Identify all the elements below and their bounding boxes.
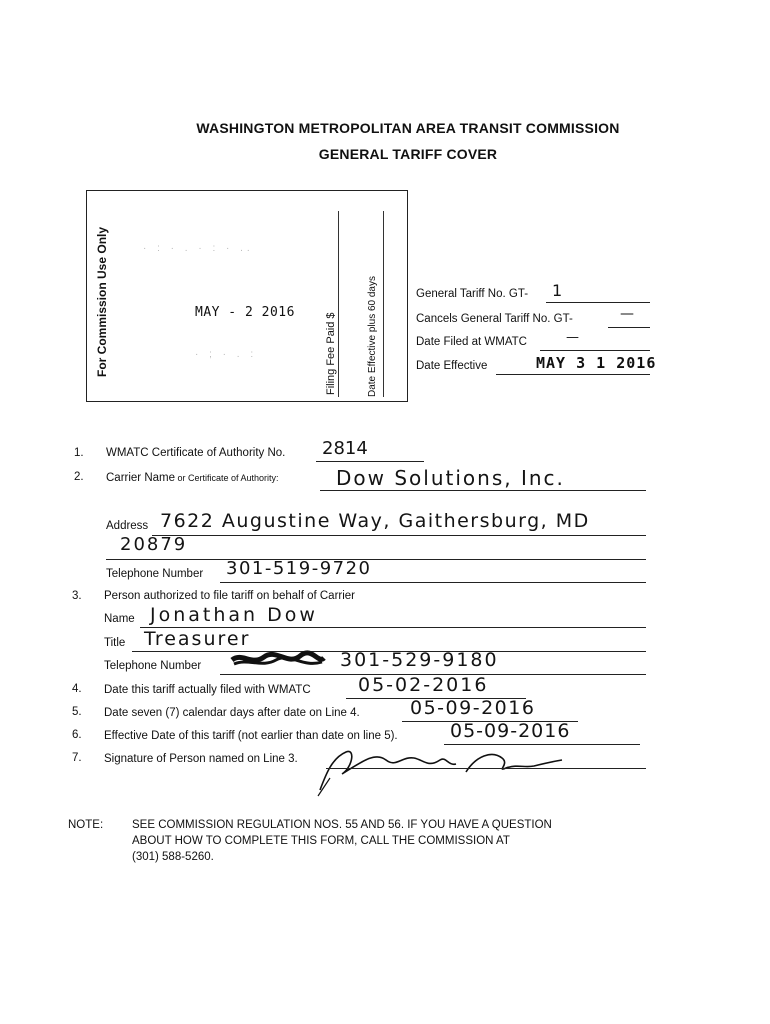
carrier-value: Dow Solutions, Inc. xyxy=(336,466,565,490)
date-effective-label: Date Effective xyxy=(416,360,488,372)
address-label: Address xyxy=(106,520,149,532)
date-effective-plus-label: Date Effective plus 60 days xyxy=(367,276,378,397)
title-label: Title xyxy=(104,637,126,649)
item-6-number: 6. xyxy=(72,729,82,741)
tariff-no-line xyxy=(546,302,650,303)
cert-line xyxy=(316,461,424,462)
filing-fee-divider xyxy=(338,211,339,397)
cert-value: 2814 xyxy=(322,438,368,459)
note-line2: ABOUT HOW TO COMPLETE THIS FORM, CALL THE COMMISSION AT xyxy=(132,835,510,847)
signature-line xyxy=(326,768,646,769)
item-3-number: 3. xyxy=(72,590,82,602)
received-stamp: MAY - 2 2016 xyxy=(195,305,295,320)
note-line3: (301) 588-5260. xyxy=(132,851,214,863)
date-filed-line xyxy=(540,350,650,351)
address-line2-line xyxy=(106,559,646,560)
note-line1: SEE COMMISSION REGULATION NOS. 55 AND 56. IF YOU HAVE A QUESTION xyxy=(132,819,552,831)
date-effective-line xyxy=(496,374,650,375)
commission-use-label: For Commission Use Only xyxy=(95,226,109,377)
form-title-line1: WASHINGTON METROPOLITAN AREA TRANSIT COMMISSION xyxy=(196,120,620,136)
telephone-line xyxy=(220,582,646,583)
person-label: Person authorized to file tariff on behalf of Carrier xyxy=(104,590,356,602)
item-1-number: 1. xyxy=(74,447,84,459)
signature-label: Signature of Person named on Line 3. xyxy=(104,753,298,765)
telephone-value: 301-519-9720 xyxy=(226,558,372,579)
tariff-no-label: General Tariff No. GT- xyxy=(416,288,529,300)
cert-label: WMATC Certificate of Authority No. xyxy=(106,447,286,459)
address-line1-value: 7622 Augustine Way, Gaithersburg, MD xyxy=(160,510,590,532)
carrier-label-main: Carrier Name xyxy=(106,472,176,484)
note-label: NOTE: xyxy=(68,819,104,831)
date-effective-divider xyxy=(383,211,384,397)
carrier-line xyxy=(320,490,646,491)
telephone2-value: 301-529-9180 xyxy=(340,649,499,671)
seven-days-label: Date seven (7) calendar days after date on Line 4. xyxy=(104,707,360,719)
faded-stamp-bottom: · ; · . : xyxy=(195,349,258,360)
item-2-number: 2. xyxy=(74,471,84,483)
date-filed-value: — xyxy=(566,330,579,345)
date-filed-label: Date Filed at WMATC xyxy=(416,336,527,348)
cancels-value: — xyxy=(620,306,634,322)
telephone-label: Telephone Number xyxy=(106,568,204,580)
effective-label: Effective Date of this tariff (not earlier than date on line 5). xyxy=(104,730,398,742)
scribbled-out-number xyxy=(228,648,328,672)
date-effective-stamp: MAY 3 1 2016 xyxy=(536,354,657,372)
seven-days-value: 05-09-2016 xyxy=(410,697,536,719)
cancels-label: Cancels General Tariff No. GT- xyxy=(416,313,573,325)
item-5-number: 5. xyxy=(72,706,82,718)
filed-label: Date this tariff actually filed with WMATC xyxy=(104,684,311,696)
commission-use-box xyxy=(86,190,408,402)
address-line1-line xyxy=(152,535,646,536)
carrier-label-small: or Certificate of Authority: xyxy=(175,473,279,483)
filed-value: 05-02-2016 xyxy=(358,674,489,696)
faded-stamp-top: · : · . · : · .. xyxy=(143,243,254,254)
tariff-no-value: 1 xyxy=(552,281,563,300)
title-value: Treasurer xyxy=(144,628,251,650)
address-line2-value: 20879 xyxy=(120,534,188,555)
carrier-label xyxy=(106,472,279,484)
item-4-number: 4. xyxy=(72,683,82,695)
filing-fee-label: Filing Fee Paid $ xyxy=(325,312,337,395)
name-value: Jonathan Dow xyxy=(150,604,318,626)
cancels-line xyxy=(608,327,650,328)
form-title-line2: GENERAL TARIFF COVER xyxy=(318,146,498,162)
item-7-number: 7. xyxy=(72,752,82,764)
name-label: Name xyxy=(104,613,135,625)
telephone2-label: Telephone Number xyxy=(104,660,202,672)
effective-value: 05-09-2016 xyxy=(450,720,571,742)
